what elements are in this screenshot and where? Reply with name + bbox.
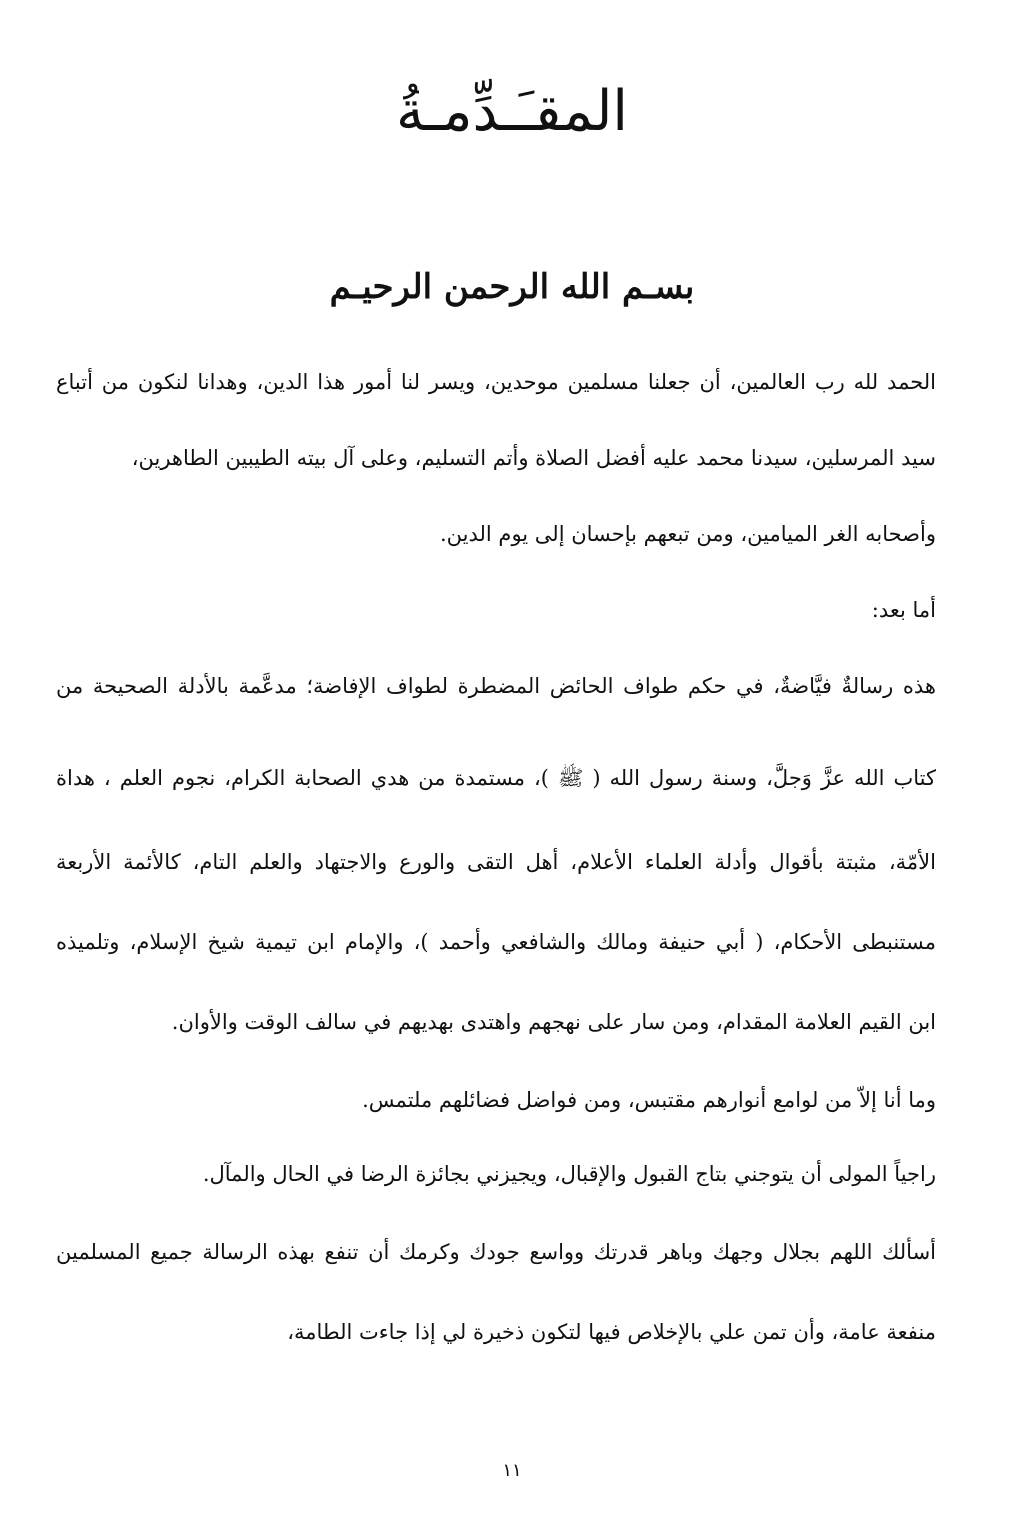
text-line-7: الأمّة، مثبتة بأقوال وأدلة العلماء الأعلام، أهل التقى والورع والاجتهاد والعلم التام، كالأئمة الأربعة [56,850,936,874]
text-line-8: مستنبطى الأحكام، ( أبي حنيفة ومالك والشافعي وأحمد )، والإمام ابن تيمية شيخ الإسلام، وتلميذه [56,930,936,954]
text-line-11: راجياً المولى أن يتوجني بتاج القبول والإقبال، ويجيزني بجائزة الرضا في الحال والمآل. [202,1162,936,1186]
text-line-6: كتاب الله عزَّ وَجلَّ، وسنة رسول الله ( ﷺ )، مستمدة من هدي الصحابة الكرام، نجوم العلم ، هداة [56,766,936,790]
text-line-5: هذه رسالةٌ فيَّاضةٌ، في حكم طواف الحائض المضطرة لطواف الإفاضة؛ مدعَّمة بالأدلة الصحيحة من [56,674,936,698]
text-line-12: أسألك اللهم بجلال وجهك وباهر قدرتك وواسع جودك وكرمك أن تنفع بهذه الرسالة جميع المسلمين [56,1240,936,1264]
page-title: المقـَـدِّمـةُ [396,79,628,144]
text-line-10: وما أنا إلاّ من لوامع أنوارهم مقتبس، ومن فواضل فضائلهم ملتمس. [362,1088,936,1112]
text-line-1: الحمد لله رب العالمين، أن جعلنا مسلمين موحدين، ويسر لنا أمور هذا الدين، وهدانا لنكون من أتباع [56,370,936,394]
text-line-13: منفعة عامة، وأن تمن علي بالإخلاص فيها لتكون ذخيرة لي إذا جاءت الطامة، [287,1320,936,1344]
text-line-2: سيد المرسلين، سيدنا محمد عليه أفضل الصلاة وأتم التسليم، وعلى آل بيته الطيبين الطاهرين، [131,446,936,470]
basmala-heading: بسـم الله الرحمن الرحيـم [329,267,695,307]
page-number: ١١ [502,1460,522,1481]
text-line-3: وأصحابه الغر الميامين، ومن تبعهم بإحسان إلى يوم الدين. [440,522,936,546]
text-line-9: ابن القيم العلامة المقدام، ومن سار على نهجهم واهتدى بهديهم في سالف الوقت والأوان. [171,1010,936,1034]
text-line-4: أما بعد: [871,598,936,622]
